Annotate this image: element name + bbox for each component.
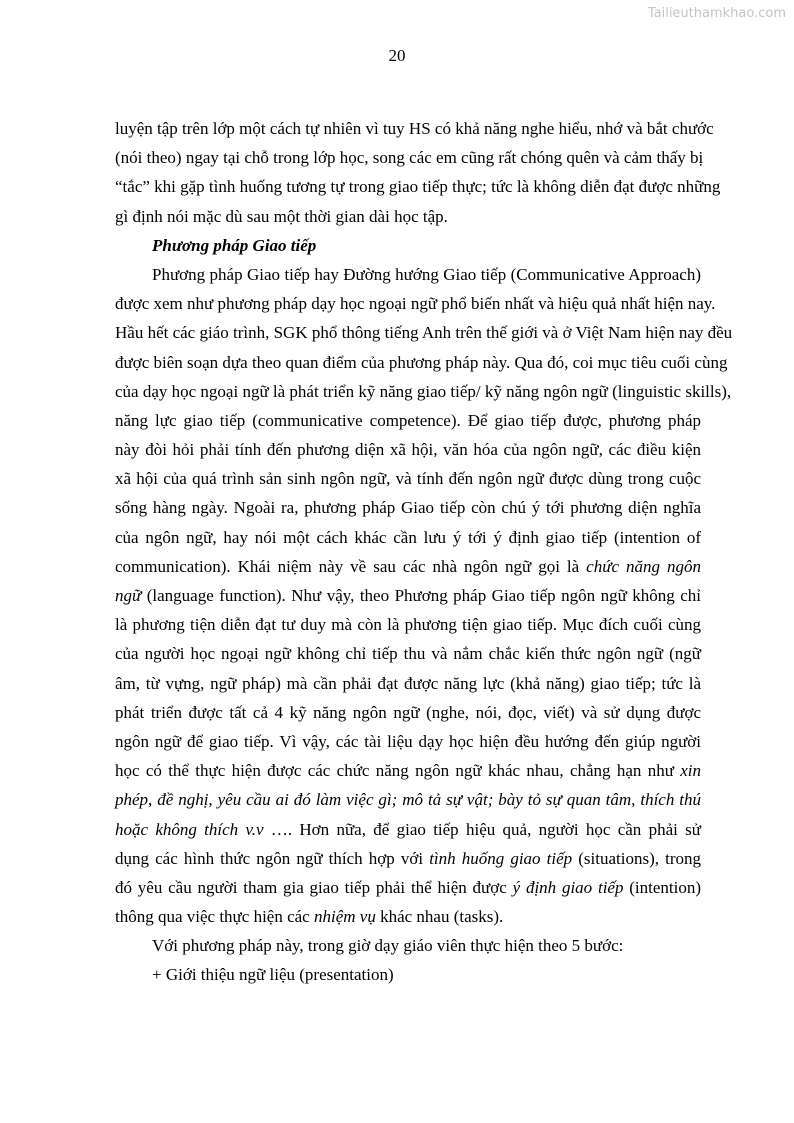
text-line: được xem như phương pháp dạy học ngoại ngữ phổ biến nhất và hiệu quả nhất hiện nay.	[115, 294, 716, 314]
text-line: luyện tập trên lớp một cách tự nhiên vì tuy HS có khả năng nghe hiểu, nhớ và bắt chước	[115, 119, 714, 138]
text-line: năng lực giao tiếp (communicative competence). Để giao tiếp được, phương pháp	[115, 410, 701, 430]
text-line	[115, 902, 701, 931]
text-line	[115, 756, 701, 785]
text-line: xã hội của quá trình sản sinh ngôn ngữ, và tính đến ngôn ngữ được dùng trong cuộc	[115, 469, 701, 489]
text-segment: học có thể thực hiện được các chức năng ngôn ngữ khác nhau, chẳng hạn như	[115, 761, 681, 781]
italic-term: đề nghị, yêu cầu ai đó làm việc gì; mô tả sự vật; bày tỏ sự quan tâm, thích thú	[157, 790, 702, 810]
watermark: Tailieuthamkhao.com	[647, 6, 786, 21]
body-text	[115, 114, 733, 990]
text-line: được biên soạn dựa theo quan điểm của phương pháp này. Qua đó, coi mục tiêu cuối cùng	[115, 352, 728, 372]
text-line: sống hàng ngày. Ngoài ra, phương pháp Giao tiếp còn chú ý tới phương diện nghĩa	[115, 498, 701, 518]
text-segment: thông qua việc thực hiện các	[115, 907, 314, 927]
text-line: âm, từ vựng, ngữ pháp) mà cần phải đạt được năng lực (khả năng) giao tiếp; tức là	[115, 673, 701, 693]
text-line: phát triển được tất cả 4 kỹ năng ngôn ngữ (nghe, nói, đọc, viết) và sử dụng được	[115, 702, 701, 722]
text-line	[115, 873, 701, 902]
text-line	[115, 844, 701, 873]
italic-term: chức năng ngôn	[586, 556, 701, 576]
italic-term: ngữ	[115, 586, 142, 605]
text-line	[115, 815, 701, 844]
italic-term: tình huống giao tiếp	[429, 848, 573, 868]
text-segment: (situations), trong	[572, 848, 702, 868]
italic-term: ý định giao tiếp	[512, 877, 624, 897]
text-line: Với phương pháp này, trong giờ dạy giáo viên thực hiện theo 5 bước:	[152, 936, 624, 956]
page-number: 20	[388, 46, 406, 65]
text-segment: khác nhau (tasks).	[375, 907, 504, 927]
text-line: của người học ngoại ngữ không chỉ tiếp thu và nắm chắc kiến thức ngôn ngữ (ngữ	[115, 644, 701, 664]
list-item: + Giới thiệu ngữ liệu (presentation)	[152, 965, 394, 985]
text-line: của ngôn ngữ, hay nói một cách khác cần lưu ý tới ý định giao tiếp (intention of	[115, 527, 701, 547]
text-line	[115, 785, 701, 814]
text-segment: communication). Khái niệm này về sau các nhà ngôn ngữ gọi là	[115, 556, 587, 576]
italic-term: nhiệm vụ	[313, 907, 376, 927]
section-heading: Phương pháp Giao tiếp	[152, 235, 317, 255]
text-segment: …. Hơn nữa, để giao tiếp hiệu quả, người học cần phải sử	[263, 819, 701, 839]
text-segment: đó yêu cầu người tham gia giao tiếp phải thể hiện được	[115, 877, 513, 897]
text-segment: dụng các hình thức ngôn ngữ thích hợp với	[115, 848, 430, 868]
text-line: Phương pháp Giao tiếp hay Đường hướng Giao tiếp (Communicative Approach)	[152, 264, 701, 284]
text-line: “tắc” khi gặp tình huống tương tự trong giao tiếp thực; tức là không diễn đạt được những	[115, 177, 721, 197]
text-line: ngôn ngữ để giao tiếp. Vì vậy, các tài liệu dạy học hiện đều hướng đến giúp người	[115, 731, 701, 751]
text-line: này đòi hỏi phải tính đến phương diện xã hội, văn hóa của ngôn ngữ, các điều kiện	[115, 440, 701, 460]
italic-term: phép	[115, 790, 149, 810]
text-segment: (intention)	[623, 877, 702, 897]
italic-term: xin	[680, 761, 701, 781]
text-line: của dạy học ngoại ngữ là phát triển kỹ năng giao tiếp/ kỹ năng ngôn ngữ (linguistic skills),	[115, 381, 732, 401]
italic-term: hoặc không thích v.v	[115, 819, 264, 839]
text-line: là phương tiện diễn đạt tư duy mà còn là phương tiện giao tiếp. Mục đích cuối cùng	[115, 615, 701, 635]
text-line: (nói theo) ngay tại chỗ trong lớp học, song các em cũng rất chóng quên và cảm thấy bị	[115, 148, 704, 168]
text-line	[115, 552, 701, 581]
text-line: gì định nói mặc dù sau một thời gian dài học tập.	[115, 206, 448, 226]
text-segment: (language function). Như vậy, theo Phương pháp Giao tiếp ngôn ngữ không chỉ	[141, 586, 701, 605]
text-line	[115, 581, 701, 610]
text-segment: ,	[148, 790, 158, 810]
text-line: Hầu hết các giáo trình, SGK phổ thông tiếng Anh trên thế giới và ở Việt Nam hiện nay đều	[115, 323, 733, 343]
